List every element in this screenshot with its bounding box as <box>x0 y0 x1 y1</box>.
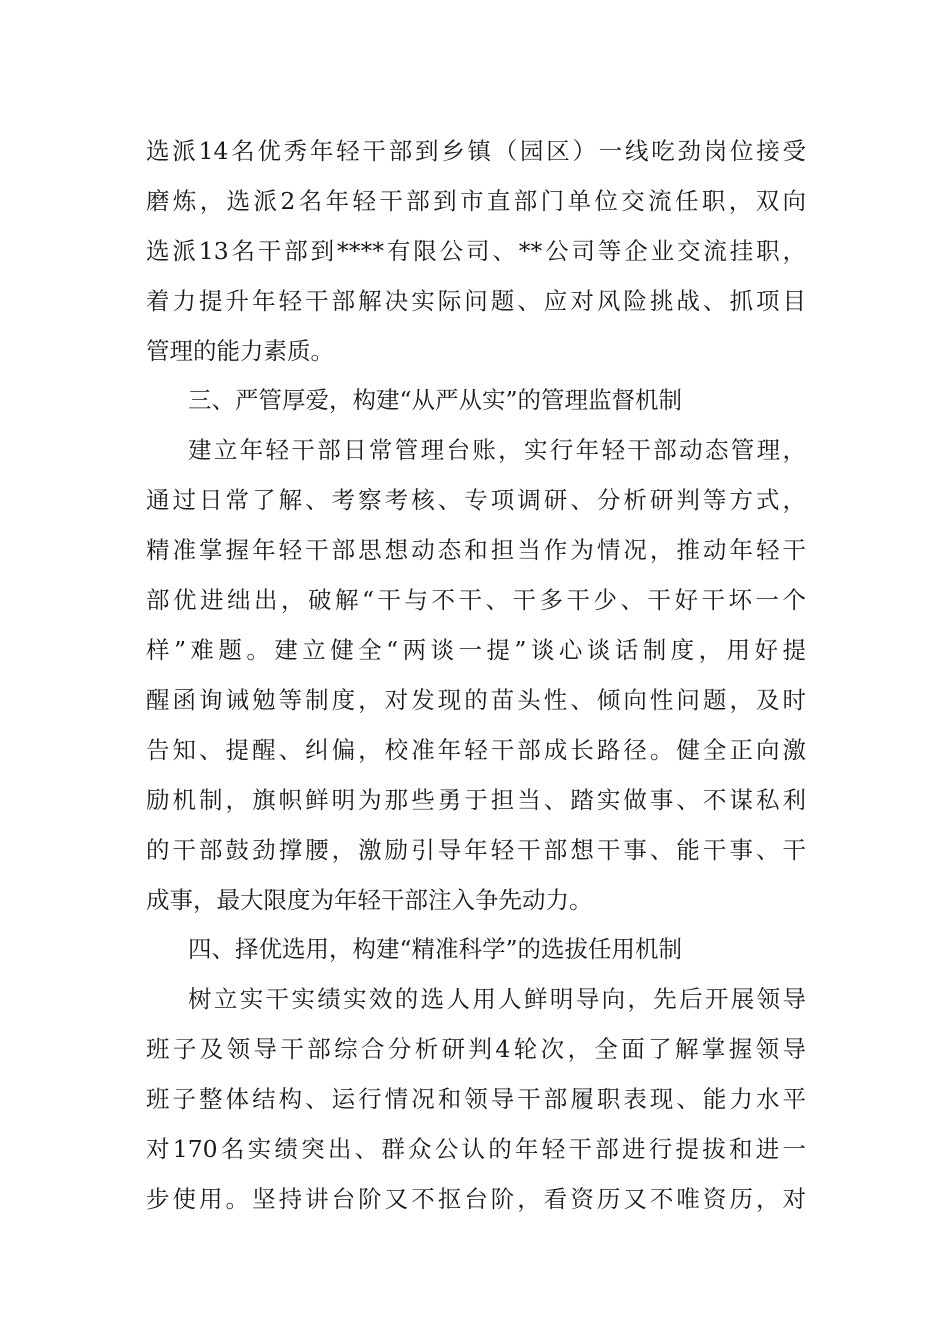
body-text-line: 的干部鼓劲撑腰，激励引导年轻干部想干事、能干事、干 <box>146 836 806 864</box>
body-text-line: 对170名实绩突出、群众公认的年轻干部进行提拔和进一 <box>146 1135 806 1163</box>
body-text-line: 步使用。坚持讲台阶又不抠台阶，看资历又不唯资历，对 <box>146 1185 806 1213</box>
body-text-line: 建立年轻干部日常管理台账，实行年轻干部动态管理， <box>188 436 806 464</box>
body-text-line: 通过日常了解、考察考核、专项调研、分析研判等方式， <box>146 486 806 514</box>
body-text-line: 磨炼，选派2名年轻干部到市直部门单位交流任职，双向 <box>146 187 806 215</box>
section-heading: 三、严管厚爱，构建“从严从实”的管理监督机制 <box>188 386 683 414</box>
body-text-line: 醒函询诫勉等制度，对发现的苗头性、倾向性问题，及时 <box>146 686 806 714</box>
body-text-line: 班子及领导干部综合分析研判4轮次，全面了解掌握领导 <box>146 1035 806 1063</box>
body-text-line: 精准掌握年轻干部思想动态和担当作为情况，推动年轻干 <box>146 536 806 564</box>
body-text-line: 选派14名优秀年轻干部到乡镇（园区）一线吃劲岗位接受 <box>146 137 806 165</box>
body-text-line: 励机制，旗帜鲜明为那些勇于担当、踏实做事、不谋私利 <box>146 786 806 814</box>
section-heading: 四、择优选用，构建“精准科学”的选拔任用机制 <box>188 935 683 963</box>
body-text-line: 班子整体结构、运行情况和领导干部履职表现、能力水平 <box>146 1085 806 1113</box>
body-text-line: 管理的能力素质。 <box>146 337 334 365</box>
body-text-line: 选派13名干部到****有限公司、**公司等企业交流挂职， <box>146 237 806 265</box>
body-text-line: 样”难题。建立健全“两谈一提”谈心谈话制度，用好提 <box>146 636 806 664</box>
body-text-line: 着力提升年轻干部解决实际问题、应对风险挑战、抓项目 <box>146 287 806 315</box>
body-text-line: 成事，最大限度为年轻干部注入争先动力。 <box>146 886 593 914</box>
body-text-line: 部优进绌出，破解“干与不干、干多干少、干好干坏一个 <box>146 586 806 614</box>
body-text-line: 树立实干实绩实效的选人用人鲜明导向，先后开展领导 <box>188 985 806 1013</box>
body-text-line: 告知、提醒、纠偏，校准年轻干部成长路径。健全正向激 <box>146 736 806 764</box>
